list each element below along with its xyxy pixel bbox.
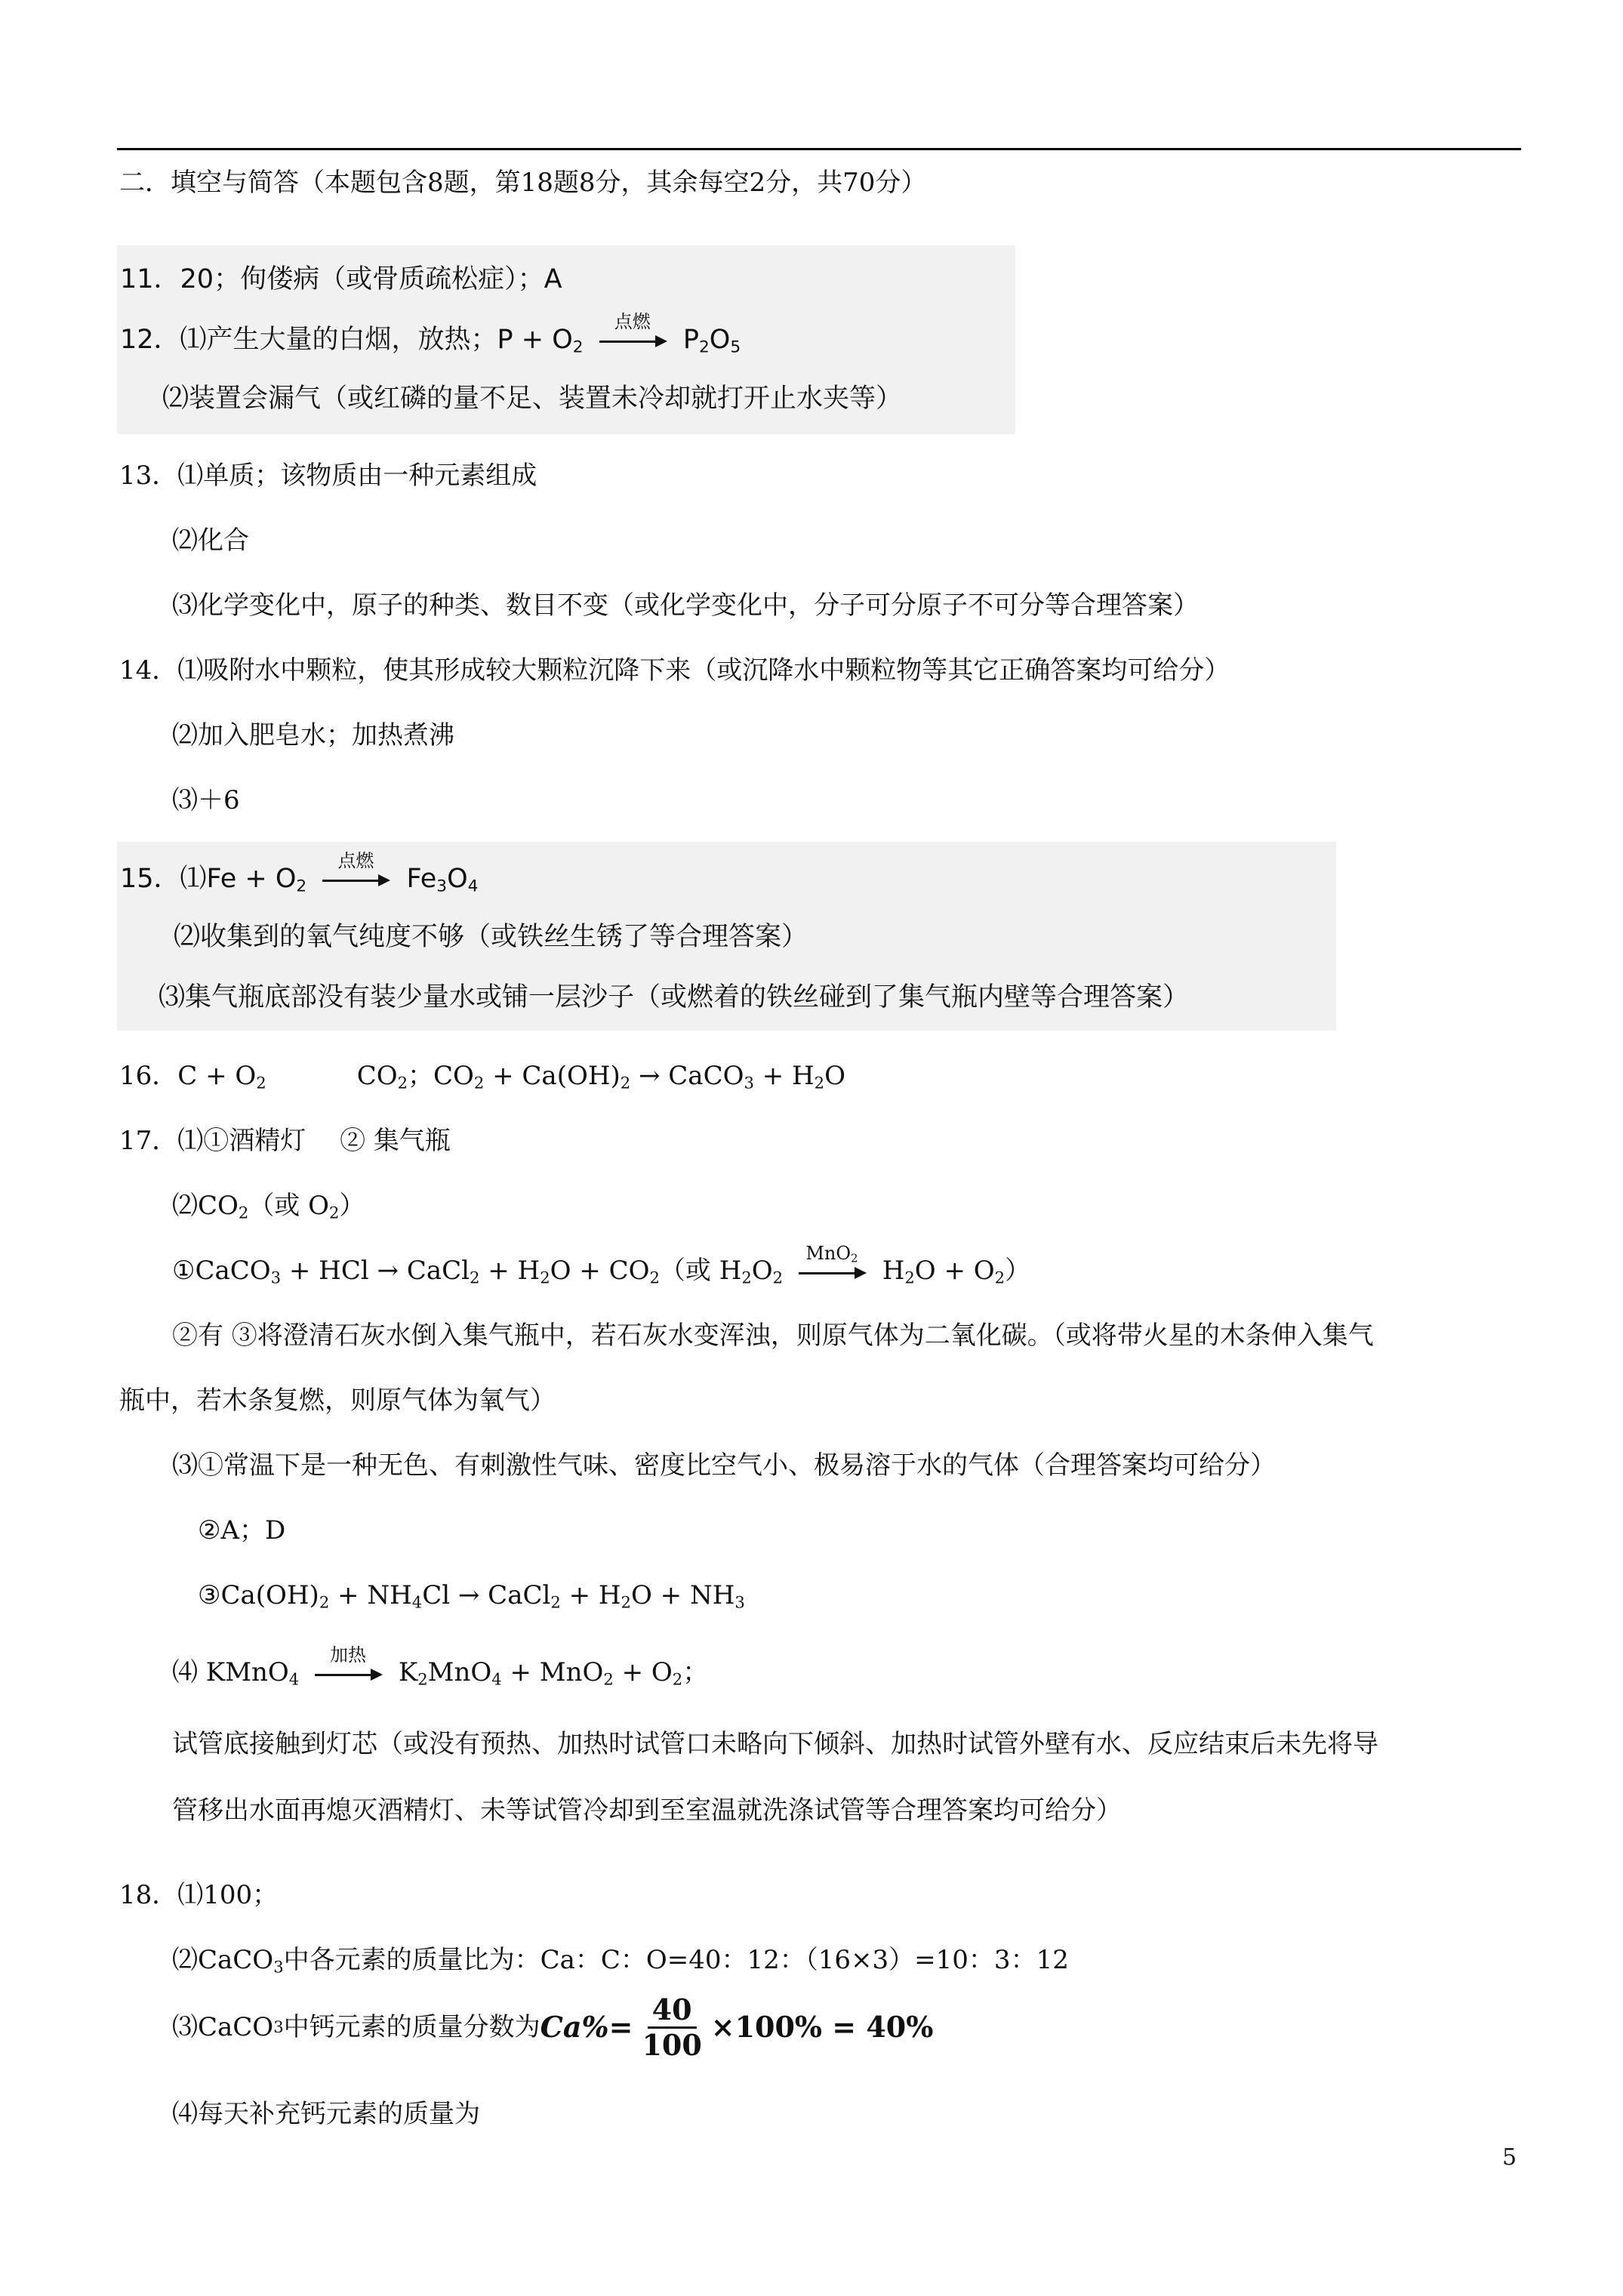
q14-line-2: ⑵加入肥皂水；加热煮沸: [172, 720, 454, 750]
q15-line-2: ⑵收集到的氧气纯度不够（或铁丝生锈了等合理答案）: [174, 922, 808, 952]
q13-line-2: ⑵化合: [172, 525, 249, 556]
q17-line-10: 试管底接触到灯芯（或没有预热、加热时试管口未略向下倾斜、加热时试管外壁有水、反应结束后未先将导: [172, 1729, 1378, 1759]
scanned-answer-block-1: [117, 245, 1015, 434]
reaction-arrow-icon: 加热: [315, 1661, 383, 1687]
q17-line-8: $③Ca(OH)_2 + NH_4Cl$ → CaCl$_2$ + $H_2O + NH_3$: [198, 1580, 745, 1612]
fraction: $\frac{40}{100}$: [642, 1992, 702, 2062]
scanned-answer-block-2: [117, 842, 1336, 1031]
q13-line-1: 13．⑴单质；该物质由一种元素组成: [119, 461, 537, 491]
q17-line-4: ②有 ③将澄清石灰水倒入集气瓶中，若石灰水变浑浊，则原气体为二氧化碳。（或将带火星的木条伸入集气: [172, 1321, 1374, 1351]
q16-answer: 16．$C + O_2$ $CO_2$；$CO_2 + Ca(OH)_2$ → CaCO$_3$ + $H_2O$: [119, 1061, 845, 1093]
q13-line-3: ⑶化学变化中，原子的种类、数目不变（或化学变化中，分子可分原子不可分等合理答案）: [172, 590, 1199, 621]
reaction-arrow-icon: 点燃: [322, 867, 390, 892]
q15-line-1: 15．⑴Fe + $O_2$ 点燃 $Fe_3O_4$: [120, 850, 479, 896]
q17-line-1: 17．⑴①酒精灯 ② 集气瓶: [119, 1126, 451, 1156]
q17-line-2: $⑵CO_2$（或 $O_2$）: [172, 1191, 365, 1222]
q18-line-3: ⑶CaCO 3 中钙元素的质量分数为 Ca% = $\frac{40}{100}$ ×100% = 40%: [172, 1992, 934, 2062]
q17-line-3: ①CaCO$_3$ + HCl → CaCl$_2$ + $H_2O + CO_2$（或 $H_2O_2$ MnO$_2$ $H_2O + O_2$）: [172, 1243, 1031, 1287]
top-rule: [117, 148, 1521, 150]
q17-line-5: 瓶中，若木条复燃，则原气体为氧气）: [119, 1385, 556, 1416]
q12-line-2: ⑵装置会漏气（或红磷的量不足、装置未冷却就打开止水夹等）: [162, 384, 903, 414]
q14-line-1: 14．⑴吸附水中颗粒，使其形成较大颗粒沉降下来（或沉降水中颗粒物等其它正确答案均可给分）: [119, 655, 1230, 686]
q17-line-9: ⑷ KMnO$_4$ 加热 $K_2MnO_4 + MnO_2 + O_2$；: [172, 1644, 709, 1689]
q17-line-11: 管移出水面再熄灭酒精灯、未等试管冷却到至室温就洗涤试管等合理答案均可给分）: [172, 1795, 1122, 1826]
q12-line-1: 12．⑴产生大量的白烟，放热；$P + O_2$ 点燃 $P_2O_5$: [120, 311, 741, 357]
q17-line-6: ⑶①常温下是一种无色、有刺激性气味、密度比空气小、极易溶于水的气体（合理答案均可给分）: [172, 1450, 1276, 1481]
page-number: 5: [1502, 2144, 1517, 2171]
reaction-arrow-icon: MnO$_2$: [799, 1259, 867, 1285]
q18-line-2: ⑵CaCO$_3$中各元素的质量比为：Ca：C：O=40：12：（16×3）=10：3：12: [172, 1945, 1069, 1977]
q17-line-7: ②A；D: [198, 1515, 286, 1546]
q11-answer: 11．20；佝偻病（或骨质疏松症）；A: [120, 264, 562, 294]
q15-line-3: ⑶集气瓶底部没有装少量水或铺一层沙子（或燃着的铁丝碰到了集气瓶内壁等合理答案）: [159, 982, 1190, 1012]
q14-line-3: ⑶＋6: [172, 785, 240, 815]
reaction-arrow-icon: 点燃: [599, 328, 667, 353]
q18-line-4: ⑷每天补充钙元素的质量为: [172, 2099, 480, 2129]
section-header: 二．填空与简答（本题包含8题，第18题8分，其余每空2分，共70分）: [119, 168, 927, 198]
q18-line-1: 18．⑴100；: [119, 1880, 279, 1910]
